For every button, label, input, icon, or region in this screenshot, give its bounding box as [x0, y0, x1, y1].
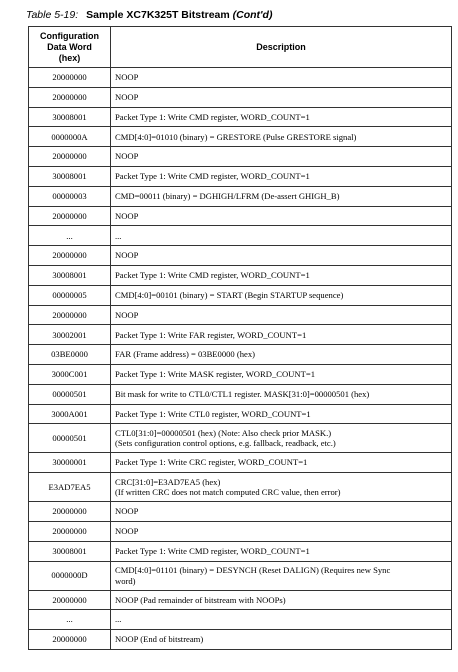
description-cell: Packet Type 1: Write FAR register, WORD_COUNT=1 — [111, 325, 452, 345]
table-row — [29, 265, 452, 285]
table-caption — [26, 9, 272, 21]
table-row — [29, 473, 452, 502]
table-row — [29, 364, 452, 384]
config-word-cell: 00000501 — [29, 424, 111, 453]
config-word-cell: 0000000D — [29, 561, 111, 590]
description-line: (Sets configuration control options, e.g. fallback, readback, etc.) — [115, 438, 336, 449]
config-word-cell: 30008001 — [29, 265, 111, 285]
description-cell: NOOP (Pad remainder of bitstream with NOOPs) — [111, 590, 452, 610]
config-word-cell: 20000000 — [29, 206, 111, 226]
table-row — [29, 68, 452, 88]
description-line: CRC[31:0]=E3AD7EA5 (hex) — [115, 476, 221, 487]
description-cell: ... — [111, 610, 452, 630]
config-word-cell: 30002001 — [29, 325, 111, 345]
table-row — [29, 630, 452, 650]
table-title: Sample XC7K325T Bitstream — [86, 9, 230, 21]
description-cell: NOOP — [111, 68, 452, 88]
description-cell: NOOP — [111, 502, 452, 522]
config-word-cell: 20000000 — [29, 630, 111, 650]
description-cell: CMD[4:0]=00101 (binary) = START (Begin STARTUP sequence) — [111, 285, 452, 305]
description-cell: NOOP — [111, 206, 452, 226]
description-cell: NOOP — [111, 87, 452, 107]
config-word-cell: 20000000 — [29, 246, 111, 266]
table-row — [29, 453, 452, 473]
table-continued: (Cont'd) — [232, 9, 273, 21]
table-body — [29, 68, 452, 650]
config-word-cell: E3AD7EA5 — [29, 473, 111, 502]
description-cell: Packet Type 1: Write CMD register, WORD_COUNT=1 — [111, 265, 452, 285]
table-row — [29, 127, 452, 147]
config-word-cell: 20000000 — [29, 502, 111, 522]
description-cell: NOOP — [111, 305, 452, 325]
config-word-cell: 3000C001 — [29, 364, 111, 384]
description-cell: FAR (Frame address) = 03BE0000 (hex) — [111, 345, 452, 365]
config-word-cell: 20000000 — [29, 590, 111, 610]
description-cell: NOOP (End of bitstream) — [111, 630, 452, 650]
table-row — [29, 521, 452, 541]
config-word-cell: ... — [29, 610, 111, 630]
description-line: CMD[4:0]=01101 (binary) = DESYNCH (Reset DALIGN) (Requires new Sync — [115, 565, 391, 576]
description-cell: NOOP — [111, 147, 452, 167]
description-cell: Bit mask for write to CTL0/CTL1 register. MASK[31:0]=00000501 (hex) — [111, 384, 452, 404]
description-cell: NOOP — [111, 246, 452, 266]
config-word-cell: 20000000 — [29, 68, 111, 88]
table-row — [29, 502, 452, 522]
table-row — [29, 166, 452, 186]
description-line: (If written CRC does not match computed CRC value, then error) — [115, 487, 341, 498]
table-row — [29, 424, 452, 453]
table-row — [29, 226, 452, 246]
table-row — [29, 186, 452, 206]
header-line: Data Word — [47, 41, 92, 52]
description-cell: Packet Type 1: Write CTL0 register, WORD_COUNT=1 — [111, 404, 452, 424]
description-cell: Packet Type 1: Write MASK register, WORD_COUNT=1 — [111, 364, 452, 384]
table-row — [29, 206, 452, 226]
table-row — [29, 345, 452, 365]
table-row — [29, 541, 452, 561]
description-cell: Packet Type 1: Write CRC register, WORD_COUNT=1 — [111, 453, 452, 473]
table-row — [29, 107, 452, 127]
description-cell: ... — [111, 226, 452, 246]
table-number: Table 5-19: — [26, 9, 79, 21]
table-row — [29, 384, 452, 404]
header-row — [29, 27, 452, 68]
config-word-cell: 20000000 — [29, 521, 111, 541]
table-row — [29, 561, 452, 590]
description-cell — [111, 473, 452, 502]
bitstream-table — [28, 26, 452, 650]
header-config-word — [29, 27, 111, 68]
config-word-cell: 3000A001 — [29, 404, 111, 424]
config-word-cell: 30008001 — [29, 166, 111, 186]
description-line: CTL0[31:0]=00000501 (hex) (Note: Also check prior MASK.) — [115, 427, 332, 438]
config-word-cell: 03BE0000 — [29, 345, 111, 365]
table-row — [29, 404, 452, 424]
description-cell — [111, 561, 452, 590]
description-cell: CMD[4:0]=01010 (binary) = GRESTORE (Pulse GRESTORE signal) — [111, 127, 452, 147]
table-row — [29, 590, 452, 610]
config-word-cell: 30008001 — [29, 541, 111, 561]
header-line: Configuration — [40, 30, 99, 41]
description-cell: NOOP — [111, 521, 452, 541]
config-word-cell: 00000501 — [29, 384, 111, 404]
header-line: (hex) — [58, 52, 81, 63]
config-word-cell: 0000000A — [29, 127, 111, 147]
config-word-cell: 20000000 — [29, 87, 111, 107]
table-row — [29, 285, 452, 305]
table-row — [29, 87, 452, 107]
table-row — [29, 610, 452, 630]
config-word-cell: 20000000 — [29, 305, 111, 325]
config-word-cell: 00000005 — [29, 285, 111, 305]
config-word-cell: ... — [29, 226, 111, 246]
description-cell: Packet Type 1: Write CMD register, WORD_COUNT=1 — [111, 166, 452, 186]
config-word-cell: 20000000 — [29, 147, 111, 167]
config-word-cell: 30000001 — [29, 453, 111, 473]
table-row — [29, 246, 452, 266]
header-description: Description — [111, 27, 452, 68]
description-cell — [111, 424, 452, 453]
table-row — [29, 305, 452, 325]
description-cell: Packet Type 1: Write CMD register, WORD_COUNT=1 — [111, 107, 452, 127]
config-word-cell: 00000003 — [29, 186, 111, 206]
table-row — [29, 147, 452, 167]
description-line: word) — [115, 575, 136, 586]
description-cell: Packet Type 1: Write CMD register, WORD_COUNT=1 — [111, 541, 452, 561]
description-cell: CMD=00011 (binary) = DGHIGH/LFRM (De-assert GHIGH_B) — [111, 186, 452, 206]
config-word-cell: 30008001 — [29, 107, 111, 127]
table-row — [29, 325, 452, 345]
